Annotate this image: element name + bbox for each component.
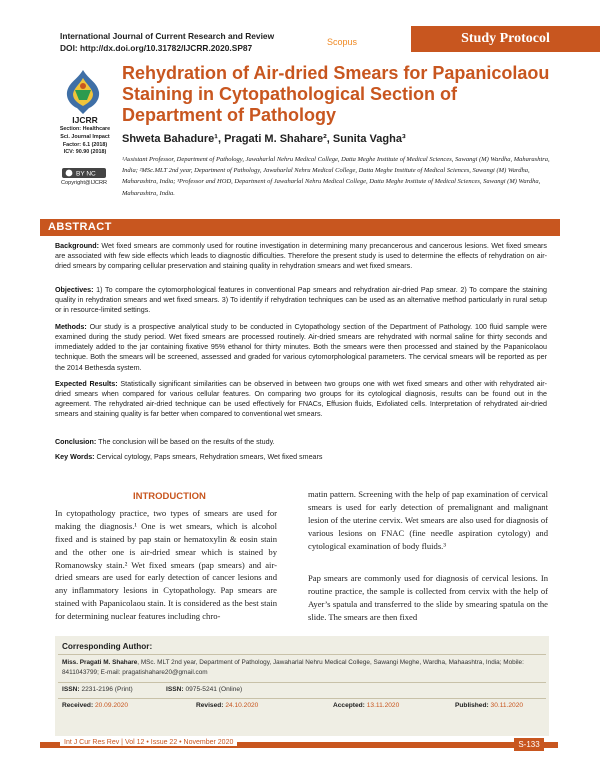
abstract-objectives bbox=[55, 285, 547, 315]
methods-text: Our study is a prospective analytical study to be conducted in Cytopathology section of the Department of Pathology. 100 fluid sample were examined during the study period. Wet fixed smears are processed routinely. Air-dried smears are rehydrated with normal saline for thirty seconds and immediately added to the jar containing fixative 95% ethanol for thirty minutes. Both the smears were then processed and stained by the Papanicolaou technique. Both the smears will be screened, assessed and graded for various cytomorphological parameters. The cervical smears will be reported as per the 2014 Bethesda system. bbox=[55, 323, 547, 372]
abstract-bar bbox=[40, 219, 560, 236]
abstract-background bbox=[55, 241, 547, 271]
intro-paragraph-1: In cytopathology practice, two types of smears are used for making the diagnosis.¹ One is wet smears, which is alcohol fixed and is stained by pap stain or hematoxylin & eosin stain and the other one is air-dried smear which is stained by Romanowsky stain.² Wet fixed smears (pap smears) and air-dried smears are used for early detection of cancer lesions and any inflammatory lesions in Cytopathology. Pap smears are stained with Papanicolaou stain. It is considered as the best stain for determining nuclear features including chro- bbox=[55, 508, 277, 622]
published-date bbox=[455, 702, 523, 709]
conclusion-label: Conclusion: bbox=[55, 438, 97, 446]
received-label: Received: bbox=[62, 702, 94, 709]
background-label: Background: bbox=[55, 242, 100, 250]
logo-icv: ICV: 90.90 (2018) bbox=[63, 149, 107, 156]
intro-paragraph-3: Pap smears are commonly used for diagnosis of cervical lesions. In routine practice, the sample is collected from cervix with the help of Ayer’s spatula and transferred to the slide by smearing spatula on the slide. The smears are then fixed bbox=[308, 573, 548, 622]
scopus-label: Scopus bbox=[327, 37, 358, 47]
received-date bbox=[62, 702, 128, 709]
abstract-conclusion bbox=[55, 437, 547, 447]
received-value: 20.09.2020 bbox=[95, 702, 129, 709]
revised-value: 24.10.2020 bbox=[225, 702, 259, 709]
issn-print bbox=[62, 686, 133, 693]
journal-name: International Journal of Current Research and Review bbox=[60, 31, 275, 41]
corresponding-details bbox=[62, 658, 542, 678]
author-name: Miss. Pragati M. Shahare bbox=[62, 659, 138, 666]
copyright-block bbox=[48, 168, 120, 186]
svg-text:BY NC: BY NC bbox=[76, 170, 96, 178]
published-label: Published: bbox=[455, 702, 489, 709]
corresponding-heading: Corresponding Author: bbox=[62, 642, 153, 651]
affiliations: ¹Assistant Professor, Department of Pathology, Jawaharlal Nehru Medical College, Datta Meghe Institute of Medical Sciences, Sawangi (M) Wardha, Maharashtra, India; ²MSc.MLT 2nd year, Department of Pathology, Jawaharlal Nehru Medical College, Datta Meghe Institute of Medical Sciences, Sawangi (M) Wardha, Maharashtra, India; ³Professor and HOD, Department of Jawaharlal Nehru Medical College, Datta Meghe Institute of Medical Sciences, Sawangi (M) Wardha, Maharashtra, India. bbox=[122, 156, 550, 197]
revised-date bbox=[196, 702, 258, 709]
objectives-text: 1) To compare the cytomorphological features in conventional Pap smears and rehydration air-dried Pap smear. 2) To compare the staining quality in rehydration smears and wet fixed smears. 3) To identify if rehydration techniques can be used as an alternative method particularly in rural setup or in resource-limited settings. bbox=[55, 286, 547, 315]
logo-name: IJCRR bbox=[72, 115, 98, 125]
study-protocol-banner: Study Protocol bbox=[411, 26, 600, 52]
objectives-label: Objectives: bbox=[55, 286, 94, 294]
issn-online bbox=[166, 686, 242, 693]
introduction-heading: INTRODUCTION bbox=[133, 491, 206, 502]
conclusion-text: The conclusion will be based on the results of the study. bbox=[96, 438, 275, 446]
box-divider bbox=[58, 682, 546, 683]
box-divider bbox=[58, 698, 546, 699]
logo-factor: Factor: 6.1 (2018) bbox=[62, 141, 108, 148]
ijcrr-logo-icon bbox=[57, 66, 109, 118]
copyright-text: Copyright@IJCRR bbox=[60, 180, 108, 186]
article-title: Rehydration of Air-dried Smears for Papanicolaou Staining in Cytopathological Section of Department of Pathology bbox=[122, 63, 550, 126]
accepted-date bbox=[333, 702, 399, 709]
keywords-text: Cervical cytology, Paps smears, Rehydration smears, Wet fixed smears bbox=[94, 453, 323, 461]
abstract-results bbox=[55, 379, 547, 420]
logo-impact: Sci. Journal Impact bbox=[60, 133, 110, 140]
abstract-keywords bbox=[55, 452, 547, 462]
author-contact: , MSc. MLT 2nd year, Department of Pathology, Jawaharlal Nehru Medical College, Sawangi Meghe, Wardha, Mahaashtra, India; Mobile: 8411043799; E-mail: pragatishahare20@gmail.com bbox=[62, 659, 524, 676]
page-number: S-133 bbox=[514, 738, 544, 751]
results-label: Expected Results: bbox=[55, 380, 118, 388]
issn-label: ISSN: bbox=[62, 686, 80, 693]
logo-section: Section: Healthcare bbox=[59, 126, 111, 132]
box-divider bbox=[58, 654, 546, 655]
accepted-label: Accepted: bbox=[333, 702, 365, 709]
methods-label: Methods: bbox=[55, 323, 87, 331]
eissn-value: 0975-5241 (Online) bbox=[185, 686, 243, 693]
results-text: Statistically significant similarities can be observed in between two groups one with wet fixed smears and other with rehydrated air-dried smears when compared for various cellular features. On comparing two groups for its cytological diagnosis, results can be found out in the agreement. The rehydrated air-dried technique can be used effectively for FNACs, Effusion fluids, Exfoliated cells. Interpretation of rehydrated air-dried smears and staining quality is far better when compared to conventional wet smears. bbox=[55, 380, 547, 419]
eissn-label: ISSN: bbox=[166, 686, 184, 693]
background-text: Wet fixed smears are commonly used for routine investigation in determining many precancerous and cancerous lesions. Wet fixed smears are associated with few side effects which leads to diagnostic difficulties. Therefore the present study is used to determine the effects of rehydration on air-dried smears by comparing cellular preservation and staining quality in rehydration smears and wet fixed smears. bbox=[55, 242, 547, 271]
abstract-heading: ABSTRACT bbox=[48, 221, 112, 233]
author-list: Shweta Bahadure¹, Pragati M. Shahare², Sunita Vagha³ bbox=[122, 133, 406, 145]
published-value: 30.11.2020 bbox=[490, 702, 524, 709]
footer-citation: Int J Cur Res Rev | Vol 12 • Issue 22 • November 2020 bbox=[60, 739, 237, 746]
doi-link[interactable]: DOI: http://dx.doi.org/10.31782/IJCRR.2020.SP87 bbox=[60, 43, 253, 53]
revised-label: Revised: bbox=[196, 702, 224, 709]
cc-license-icon bbox=[62, 168, 106, 178]
keywords-label: Key Words: bbox=[55, 453, 95, 461]
intro-paragraph-2: matin pattern. Screening with the help of pap examination of cervical smears is used for early detection of premalignant and malignant lesion of the uterine cervix. Wet smears are also used for diagnosis of various lesions on FNAC (fine needle aspiration cytology) and cytological examination of body fluids.³ bbox=[308, 489, 548, 551]
logo-info bbox=[40, 126, 130, 157]
issn-value: 2231-2196 (Print) bbox=[81, 686, 133, 693]
abstract-methods bbox=[55, 322, 547, 373]
accepted-value: 13.11.2020 bbox=[366, 702, 400, 709]
